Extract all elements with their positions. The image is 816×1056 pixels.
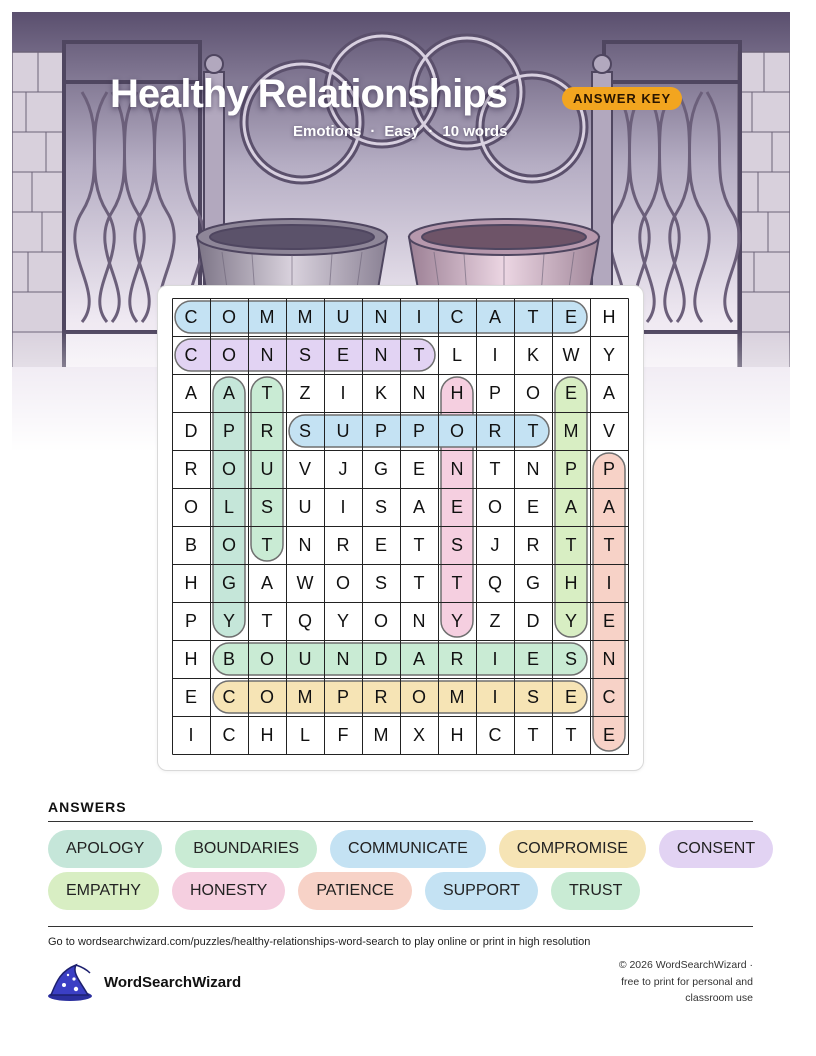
grid-cell: C [184,344,198,365]
grid-cell: I [492,344,498,365]
grid-cell: T [261,382,273,403]
grid-cell: M [373,724,389,745]
grid-cell: E [184,686,197,707]
grid-cell: G [525,572,540,593]
grid-cell: O [259,686,274,707]
grid-cell: T [413,572,425,593]
grid-cell: R [450,648,464,669]
answer-honesty: HONESTY [172,872,285,910]
grid-cell: Q [297,610,312,631]
grid-cell: Y [602,344,615,365]
grid-cell: P [602,458,615,479]
grid-cell: N [298,534,312,555]
answer-apology: APOLOGY [48,830,162,868]
grid-cell: X [412,724,425,745]
copyright-line: free to print for personal and [621,975,753,988]
grid-cell: A [260,572,273,593]
grid-cell: O [487,496,502,517]
grid-cell: C [450,306,464,327]
grid-cell: I [416,306,422,327]
grid-cell: R [184,458,198,479]
grid-cell: T [527,420,539,441]
page-title: Healthy Relationships [110,72,507,116]
grid-cell: N [450,458,464,479]
answers-heading: ANSWERS [48,799,127,815]
grid-cell: N [526,458,540,479]
grid-cell: P [336,686,349,707]
grid-cell: E [564,306,577,327]
grid-cell: E [602,724,615,745]
grid-cell: P [184,610,197,631]
grid-cell: O [259,648,274,669]
grid-cell: E [450,496,463,517]
answer-trust: TRUST [551,872,640,910]
grid-cell: H [450,724,464,745]
grid-cell: U [336,420,350,441]
grid-cell: E [526,496,539,517]
grid-cell: O [221,344,236,365]
grid-cell: Z [489,610,501,631]
grid-cell: I [188,724,194,745]
grid-cell: I [340,382,346,403]
grid-cell: O [449,420,464,441]
play-online-text: Go to wordsearchwizard.com/puzzles/healthy-relationships-word-search to play online or print in high resolution [48,936,591,948]
grid-cell: M [563,420,579,441]
grid-cell: O [221,534,236,555]
grid-cell: S [260,496,273,517]
grid-cell: E [602,610,615,631]
grid-cell: T [261,534,273,555]
grid-cell: V [298,458,311,479]
grid-cell: A [412,496,425,517]
grid-cell: R [526,534,540,555]
word-count-label: 10 words [442,123,508,140]
grid-cell: A [184,382,197,403]
copyright-line: classroom use [685,992,753,1004]
grid-cell: T [527,306,539,327]
grid-cell: N [412,610,426,631]
grid-cell: L [299,724,310,745]
grid-cell: R [488,420,502,441]
grid-cell: C [602,686,616,707]
answer-consent: CONSENT [659,830,773,868]
grid-cell: O [411,686,426,707]
difficulty-label: Easy [384,123,420,140]
grid-cell: D [526,610,540,631]
grid-cell: O [221,306,236,327]
grid-cell: T [603,534,615,555]
grid-cell: Q [487,572,502,593]
grid-cell: P [222,420,235,441]
grid-cell: C [184,306,198,327]
grid-cell: E [526,648,539,669]
letter-cells [172,298,629,755]
grid-cell: W [562,344,580,365]
answers-list [48,830,768,914]
grid-cell: N [374,306,388,327]
grid-cell: H [564,572,578,593]
grid-cell: T [451,572,463,593]
grid-cell: N [412,382,426,403]
grid-cell: S [450,534,463,555]
grid-cell: T [261,610,273,631]
grid-cell: T [489,458,501,479]
word-search-grid [172,298,629,755]
grid-cell: E [374,534,387,555]
category-label: Emotions [293,123,362,140]
grid-cell: O [221,458,236,479]
grid-cell: U [298,496,312,517]
grid-cell: H [184,572,198,593]
grid-cell: G [373,458,388,479]
grid-cell: Y [450,610,463,631]
answer-communicate: COMMUNICATE [330,830,486,868]
grid-cell: H [260,724,274,745]
answer-compromise: COMPROMISE [499,830,646,868]
grid-cell: O [183,496,198,517]
grid-cell: D [184,420,198,441]
answers-row [48,872,768,910]
grid-cell: A [222,382,235,403]
answers-divider [48,821,753,822]
grid-cell: E [564,686,577,707]
grid-cell: S [298,344,311,365]
grid-cell: Y [336,610,349,631]
answer-key-badge: ANSWER KEY [562,87,682,110]
grid-cell: E [412,458,425,479]
brand-name: WordSearchWizard [104,974,242,991]
grid-cell: S [526,686,539,707]
grid-cell: R [336,534,350,555]
grid-cell: M [297,306,313,327]
grid-cell: T [527,724,539,745]
grid-cell: O [525,382,540,403]
grid-cell: A [602,382,615,403]
grid-cell: M [297,686,313,707]
grid-cell: M [449,686,465,707]
grid-cell: A [602,496,615,517]
grid-cell: N [602,648,616,669]
meta-separator: · [428,123,434,140]
grid-cell: H [184,648,198,669]
grid-cell: T [413,534,425,555]
grid-cell: F [337,724,349,745]
grid-cell: W [296,572,314,593]
grid-cell: P [488,382,501,403]
grid-cell: J [338,458,348,479]
answers-row [48,830,768,868]
grid-cell: T [413,344,425,365]
grid-cell: I [492,648,498,669]
grid-cell: U [298,648,312,669]
grid-cell: N [336,648,350,669]
grid-cell: C [488,724,502,745]
grid-cell: S [374,572,387,593]
grid-cell: V [602,420,615,441]
grid-cell: Y [222,610,235,631]
grid-cell: K [374,382,387,403]
grid-cell: A [412,648,425,669]
grid-cell: Y [564,610,577,631]
grid-cell: C [222,686,236,707]
copyright-notice [583,957,753,1007]
grid-cell: P [412,420,425,441]
grid-cell: T [565,534,577,555]
grid-cell: B [184,534,197,555]
grid-cell: K [526,344,539,365]
grid-cell: M [259,306,275,327]
grid-cell: U [336,306,350,327]
grid-cell: L [223,496,234,517]
answer-support: SUPPORT [425,872,538,910]
meta-separator: · [370,123,376,140]
grid-cell: O [335,572,350,593]
grid-cell: R [374,686,388,707]
copyright-line: © 2026 WordSearchWizard · [618,959,753,971]
grid-cell: N [374,344,388,365]
grid-cell: P [564,458,577,479]
grid-cell: C [222,724,236,745]
puzzle-meta [293,123,507,140]
grid-cell: E [336,344,349,365]
grid-cell: O [373,610,388,631]
grid-cell: H [450,382,464,403]
grid-cell: N [260,344,274,365]
grid-cell: I [606,572,612,593]
grid-cell: R [260,420,274,441]
grid-cell: U [260,458,274,479]
wizard-hat-icon [46,963,94,1008]
answer-boundaries: BOUNDARIES [175,830,317,868]
grid-cell: S [298,420,311,441]
grid-cell: A [488,306,501,327]
grid-cell: B [222,648,235,669]
grid-cell: S [374,496,387,517]
answer-empathy: EMPATHY [48,872,159,910]
grid-cell: A [564,496,577,517]
grid-cell: I [492,686,498,707]
answer-patience: PATIENCE [298,872,412,910]
grid-cell: E [564,382,577,403]
grid-cell: D [374,648,388,669]
grid-cell: S [564,648,577,669]
grid-cell: P [374,420,387,441]
footer-divider [48,926,753,927]
grid-cell: G [221,572,236,593]
grid-cell: L [451,344,462,365]
grid-cell: I [340,496,346,517]
grid-cell: Z [299,382,311,403]
grid-cell: J [490,534,500,555]
grid-cell: T [565,724,577,745]
grid-cell: H [602,306,616,327]
